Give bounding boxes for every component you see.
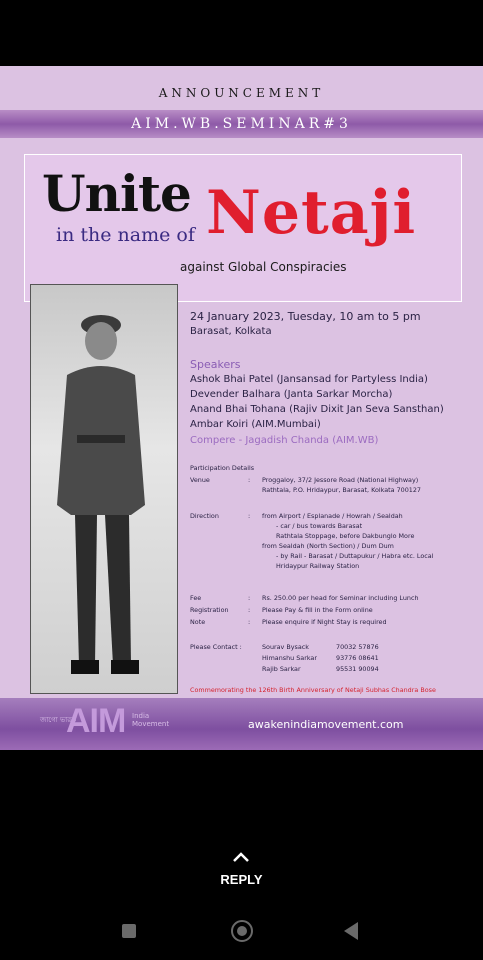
venue-line: Proggaloy, 37/2 Jessore Road (National Highway) [262,476,419,484]
contact-label: Please Contact : [190,643,242,651]
commemoration-note: Commemorating the 126th Birth Anniversary of Netaji Subhas Chandra Bose [190,686,436,694]
contact-phone: 93776 08641 [336,654,379,662]
announcement-label: ANNOUNCEMENT [158,86,325,100]
speaker-item: Anand Bhai Tohana (Rajiv Dixit Jan Seva Sansthan) [190,404,444,415]
venue-label: Venue [190,476,210,484]
direction-line: Hridaypur Railway Station [276,562,360,570]
compere: Compere - Jagadish Chanda (AIM.WB) [190,435,379,446]
colon: : [248,476,251,484]
logo-left-text: জাগো ভারত [40,716,77,724]
participation-heading: Participation Details [190,464,255,472]
reply-button[interactable]: REPLY [220,872,263,887]
colon: : [248,594,251,602]
speakers-heading: Speakers [190,358,241,371]
fee-label: Fee [190,594,202,602]
announcement-poster [0,66,483,750]
direction-line: Rathtala Stoppage, before Dakbunglo More [276,532,415,540]
event-date-time: 24 January 2023, Tuesday, 10 am to 5 pm [190,310,421,323]
website-link[interactable]: awakenindiamovement.com [248,718,404,731]
logo-right-line: India [132,712,150,720]
chevron-up-icon[interactable] [231,852,251,862]
direction-line: from Airport / Esplanade / Howrah / Sealdah [262,512,403,520]
contact-phone: 70032 57876 [336,643,379,651]
direction-line: - car / bus towards Barasat [276,522,363,530]
contact-name: Himanshu Sarkar [262,654,317,662]
fee-value: Rs. 250.00 per head for Seminar including Lunch [262,594,419,602]
colon: : [248,606,251,614]
venue-line: Rathtala, P.O. Hridaypur, Barasat, Kolkata 700127 [262,486,421,494]
netaji-photo [30,284,178,694]
title-unite: Unite [42,164,191,223]
speaker-item: Ashok Bhai Patel (Jansansad for Partyless India) [190,374,428,385]
home-icon[interactable] [231,920,253,942]
colon: : [248,512,251,520]
seminar-title: AIM.WB.SEMINAR#3 [131,116,352,132]
recents-icon[interactable] [122,924,136,938]
registration-value: Please Pay & fill in the Form online [262,606,373,614]
direction-label: Direction [190,512,219,520]
contact-name: Rajib Sarkar [262,665,301,673]
logo-right-text [132,712,169,728]
event-place: Barasat, Kolkata [190,326,272,337]
contact-name: Sourav Bysack [262,643,309,651]
logo-right-line: Movement [132,720,170,728]
colon: : [248,618,251,626]
title-netaji: Netaji [206,178,417,248]
title-name-of: in the name of [56,224,195,246]
speaker-item: Devender Balhara (Janta Sarkar Morcha) [190,389,393,400]
registration-label: Registration [190,606,229,614]
aim-logo: AIM [66,702,126,740]
back-icon[interactable] [344,922,358,940]
speaker-item: Ambar Koiri (AIM.Mumbai) [190,419,321,430]
note-value: Please enquire if Night Stay is required [262,618,387,626]
subtitle: against Global Conspiracies [180,260,347,274]
direction-line: - by Rail - Barasat / Duttapukur / Habra etc. Local [276,552,434,560]
note-label: Note [190,618,206,626]
contact-phone: 95531 90094 [336,665,379,673]
direction-line: from Sealdah (North Section) / Dum Dum [262,542,394,550]
